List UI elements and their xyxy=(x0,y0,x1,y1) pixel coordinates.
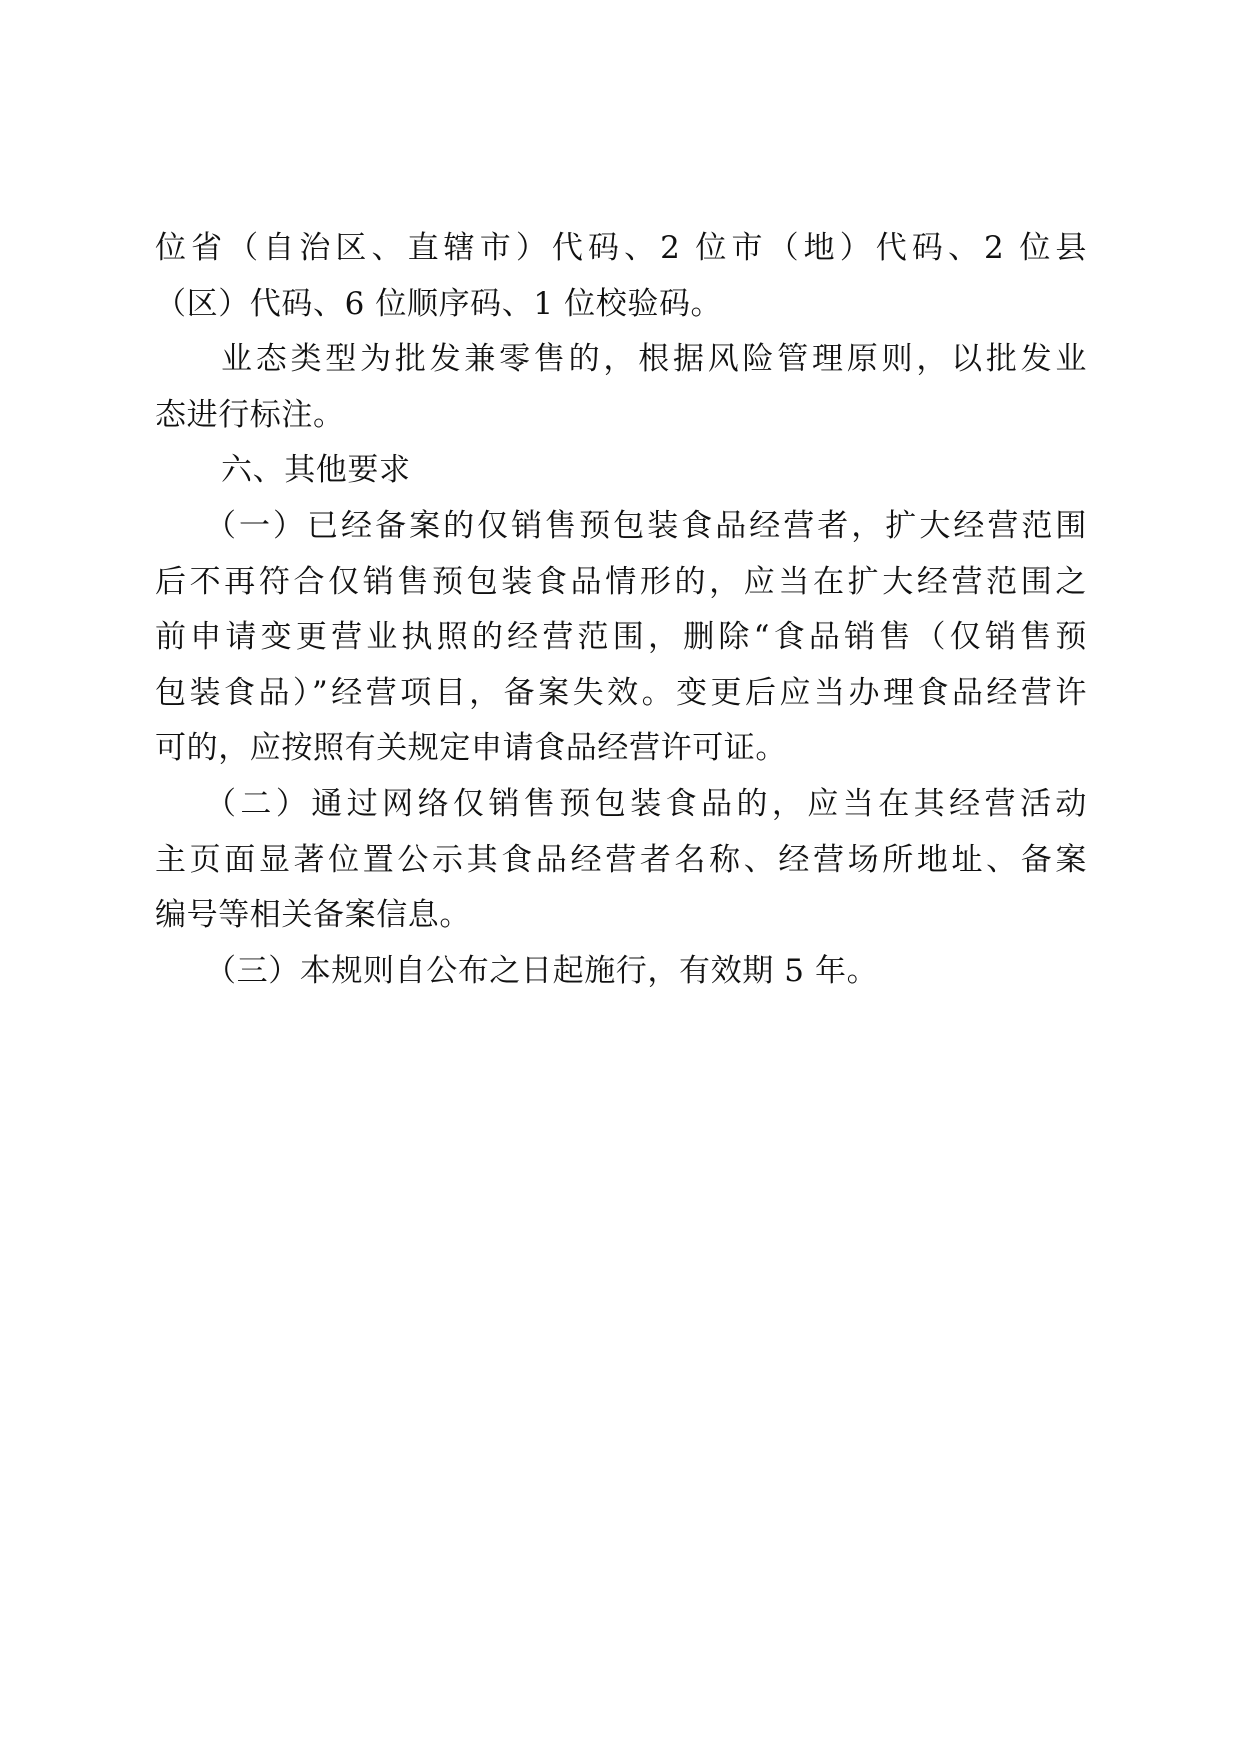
text-line: 可的，应按照有关规定申请食品经营许可证。 xyxy=(155,730,787,767)
text-line: 后不再符合仅销售预包装食品情形的，应当在扩大经营范围之 xyxy=(155,563,1087,600)
text-line: 前申请变更营业执照的经营范围，删除“食品销售（仅销售预 xyxy=(155,619,1087,656)
paragraph-wholesale-retail xyxy=(155,332,1087,443)
paragraph-item-three xyxy=(155,944,1087,1000)
text-line: 编号等相关备案信息。 xyxy=(155,897,471,934)
section-six-heading: 六、其他要求 xyxy=(221,452,411,489)
paragraph-code-structure xyxy=(155,221,1087,332)
text-line: （区）代码、6 位顺序码、1 位校验码。 xyxy=(155,285,723,322)
text-line: 态进行标注。 xyxy=(155,396,345,433)
paragraph-item-one xyxy=(155,499,1087,777)
text-line: 主页面显著位置公示其食品经营者名称、经营场所地址、备案 xyxy=(155,841,1087,878)
text-line: 包装食品）”经营项目，备案失效。变更后应当办理食品经营许 xyxy=(155,674,1087,711)
paragraph-item-two xyxy=(155,777,1087,944)
document-body xyxy=(155,221,1087,999)
text-line: （三）本规则自公布之日起施行，有效期 5 年。 xyxy=(205,952,879,989)
text-line: 位省（自治区、直辖市）代码、2 位市（地）代码、2 位县 xyxy=(155,230,1087,266)
text-line: （一）已经备案的仅销售预包装食品经营者，扩大经营范围 xyxy=(205,507,1087,544)
section-heading xyxy=(155,443,1087,499)
text-line: 业态类型为批发兼零售的，根据风险管理原则，以批发业 xyxy=(221,341,1087,378)
text-line: （二）通过网络仅销售预包装食品的，应当在其经营活动 xyxy=(205,785,1087,822)
